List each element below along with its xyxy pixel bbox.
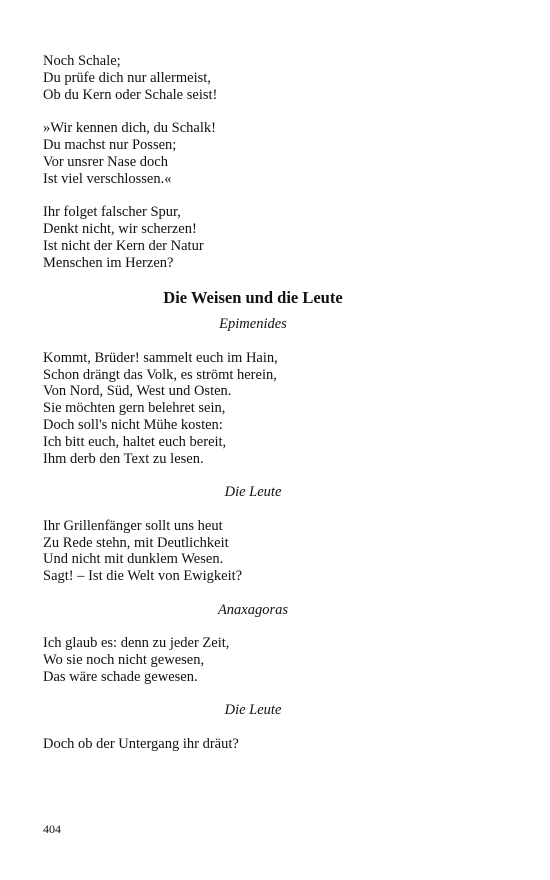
verse-line: Wo sie noch nicht gewesen, xyxy=(43,652,205,669)
speaker-label: Die Leute xyxy=(224,702,282,719)
stanza xyxy=(43,53,463,103)
verse-line: Ich glaub es: denn zu jeder Zeit, xyxy=(43,635,230,652)
verse-line: Sie möchten gern belehret sein, xyxy=(43,400,226,417)
verse-line: Ihm derb den Text zu lesen. xyxy=(43,450,204,467)
verse-line: Sagt! – Ist die Welt von Ewigkeit? xyxy=(43,568,243,585)
verse-line: Du prüfe dich nur allermeist, xyxy=(43,69,211,86)
stanza xyxy=(43,350,463,468)
speaker-label: Anaxagoras xyxy=(217,601,289,618)
verse-line: Ist nicht der Kern der Natur xyxy=(43,237,204,254)
stanza xyxy=(43,204,463,271)
verse-line: »Wir kennen dich, du Schalk! xyxy=(43,120,216,137)
verse-line: Ihr folget falscher Spur, xyxy=(43,204,181,221)
page-number: 404 xyxy=(43,822,61,836)
stanza xyxy=(43,120,463,187)
speaker-label: Epimenides xyxy=(219,316,287,333)
verse-line: Ich bitt euch, haltet euch bereit, xyxy=(43,433,227,450)
verse-line: Das wäre schade gewesen. xyxy=(43,668,198,685)
verse-line: Vor unsrer Nase doch xyxy=(43,153,168,170)
verse-line: Kommt, Brüder! sammelt euch im Hain, xyxy=(43,349,278,366)
verse-line: Du machst nur Possen; xyxy=(43,136,177,153)
verse-line: Doch ob der Untergang ihr dräut? xyxy=(43,736,239,753)
stanza xyxy=(43,736,463,753)
verse-line: Ist viel verschlossen.« xyxy=(43,170,172,187)
verse-line: Doch soll's nicht Mühe kosten: xyxy=(43,416,223,433)
verse-line: Denkt nicht, wir scherzen! xyxy=(43,220,197,237)
stanza xyxy=(43,635,463,685)
speaker-label: Die Leute xyxy=(224,484,282,501)
verse-line: Ob du Kern oder Schale seist! xyxy=(43,86,218,103)
verse-line: Ihr Grillenfänger sollt uns heut xyxy=(43,517,223,534)
verse-line: Menschen im Herzen? xyxy=(43,254,174,271)
stanza xyxy=(43,518,463,585)
page-body xyxy=(43,53,463,770)
verse-line: Schon drängt das Volk, es strömt herein, xyxy=(43,366,277,383)
verse-line: Von Nord, Süd, West und Osten. xyxy=(43,383,232,400)
poem-title: Die Weisen und die Leute xyxy=(163,288,343,308)
verse-line: Noch Schale; xyxy=(43,53,121,69)
verse-line: Und nicht mit dunklem Wesen. xyxy=(43,551,224,568)
verse-line: Zu Rede stehn, mit Deutlichkeit xyxy=(43,534,229,551)
